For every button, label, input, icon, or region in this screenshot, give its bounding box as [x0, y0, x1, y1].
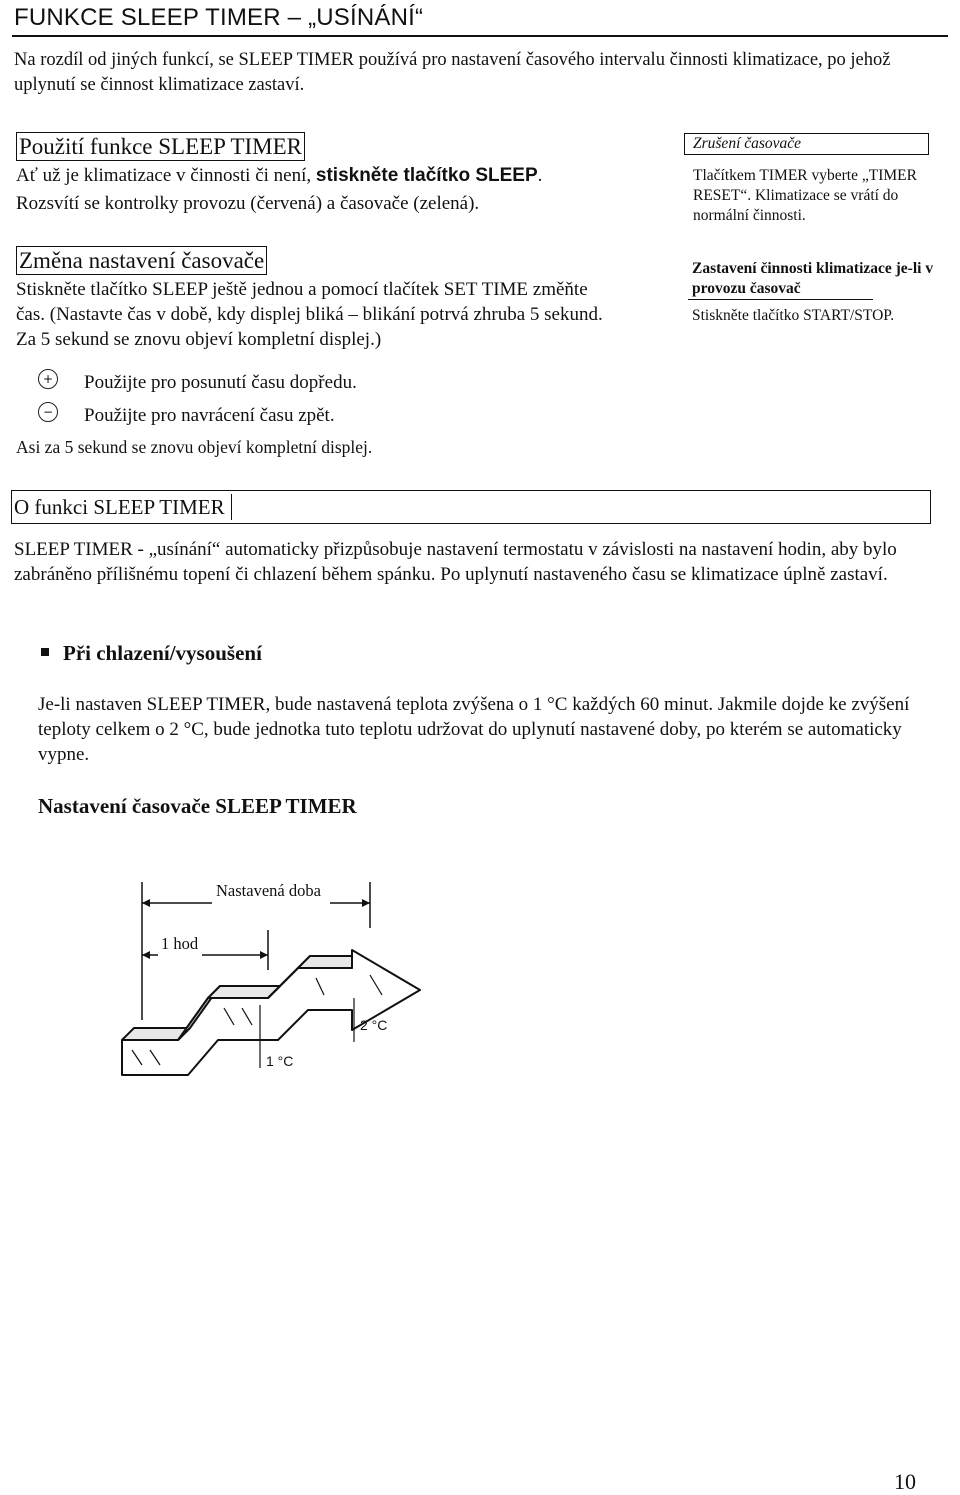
sidebar-stop-text: Stiskněte tlačítko START/STOP.	[692, 307, 895, 324]
plus-description: Použijte pro posunutí času dopředu.	[84, 372, 357, 393]
title-divider	[12, 35, 948, 37]
about-text: SLEEP TIMER - „usínání“ automaticky přizpůsobuje nastavení termostatu v závislosti na nastavení hodin, aby bylo zabráněno přílišnému topení či chlazení během spánku. Po uplynutí nastaveného času se klimatizace úplně zastaví.	[14, 539, 897, 585]
intro-paragraph: Na rozdíl od jiných funkcí, se SLEEP TIMER používá pro nastavení časového intervalu činnosti klimatizace, po jehož uplynutí se činnost klimatizace zastaví.	[14, 50, 891, 95]
usage-text	[16, 163, 676, 216]
duration-arrowhead-right	[362, 899, 370, 907]
sleep-timer-diagram	[120, 870, 450, 1080]
diagram-heading: Nastavení časovače SLEEP TIMER	[38, 794, 357, 818]
usage-line2: Rozsvítí se kontrolky provozu (červená) a časovače (zelená).	[16, 193, 480, 214]
page-title: FUNKCE SLEEP TIMER – „USÍNÁNÍ“	[14, 4, 424, 31]
bullet-text: Je-li nastaven SLEEP TIMER, bude nastavená teplota zvýšena o 1 °C každých 60 minut. Jakmile dojde ke zvýšení teploty celkem o 2 °C, bude jednotka tuto teplotu udržovat do uplynutí nastavené doby, po kterém se automaticky vypne.	[38, 694, 910, 765]
duration-arrowhead-left	[142, 899, 150, 907]
usage-line1	[16, 163, 676, 188]
usage-line1-bold: stiskněte tlačítko SLEEP	[315, 165, 538, 186]
change-text: Stiskněte tlačítko SLEEP ještě jednou a pomocí tlačítek SET TIME změňte čas. (Nastavte čas v době, kdy displej bliká – blikání potrvá zhruba 5 sekund. Za 5 sekund se znovu objeví kompletní displej.)	[16, 279, 603, 350]
usage-heading: Použití funkce SLEEP TIMER	[16, 132, 305, 161]
change-note: Asi za 5 sekund se znovu objeví kompletní displej.	[16, 437, 373, 457]
page-number: 10	[894, 1469, 916, 1494]
sidebar-stop-underline	[688, 299, 873, 300]
minus-circle-icon: −	[38, 402, 58, 422]
sidebar-cancel-title: Zrušení časovače	[684, 133, 929, 155]
usage-line1-pre: Ať už je klimatizace v činnosti či není,	[16, 165, 316, 186]
usage-line1-post: .	[537, 165, 543, 186]
label-1c: 1 °C	[266, 1053, 294, 1069]
bullet-heading: Při chlazení/vysoušení	[63, 641, 262, 665]
plus-circle-icon: +	[38, 369, 58, 389]
about-heading: O funkci SLEEP TIMER	[14, 494, 232, 520]
label-hour: 1 hod	[161, 934, 199, 953]
label-duration: Nastavená doba	[216, 881, 321, 900]
minus-description: Použijte pro navrácení času zpět.	[84, 405, 335, 426]
sidebar-cancel-text: Tlačítkem TIMER vyberte „TIMER RESET“. Klimatizace se vrátí do normální činnosti.	[693, 167, 917, 224]
hour-arrowhead-right	[260, 951, 268, 959]
sidebar-stop-title	[692, 259, 937, 299]
hour-arrowhead-left	[142, 951, 150, 959]
change-heading: Změna nastavení časovače	[16, 246, 267, 275]
sidebar-stop-title-text: Zastavení činnosti klimatizace je-li v provozu časovač	[692, 260, 934, 297]
bullet-square-icon	[41, 648, 49, 656]
label-2c: 2 °C	[360, 1017, 388, 1033]
